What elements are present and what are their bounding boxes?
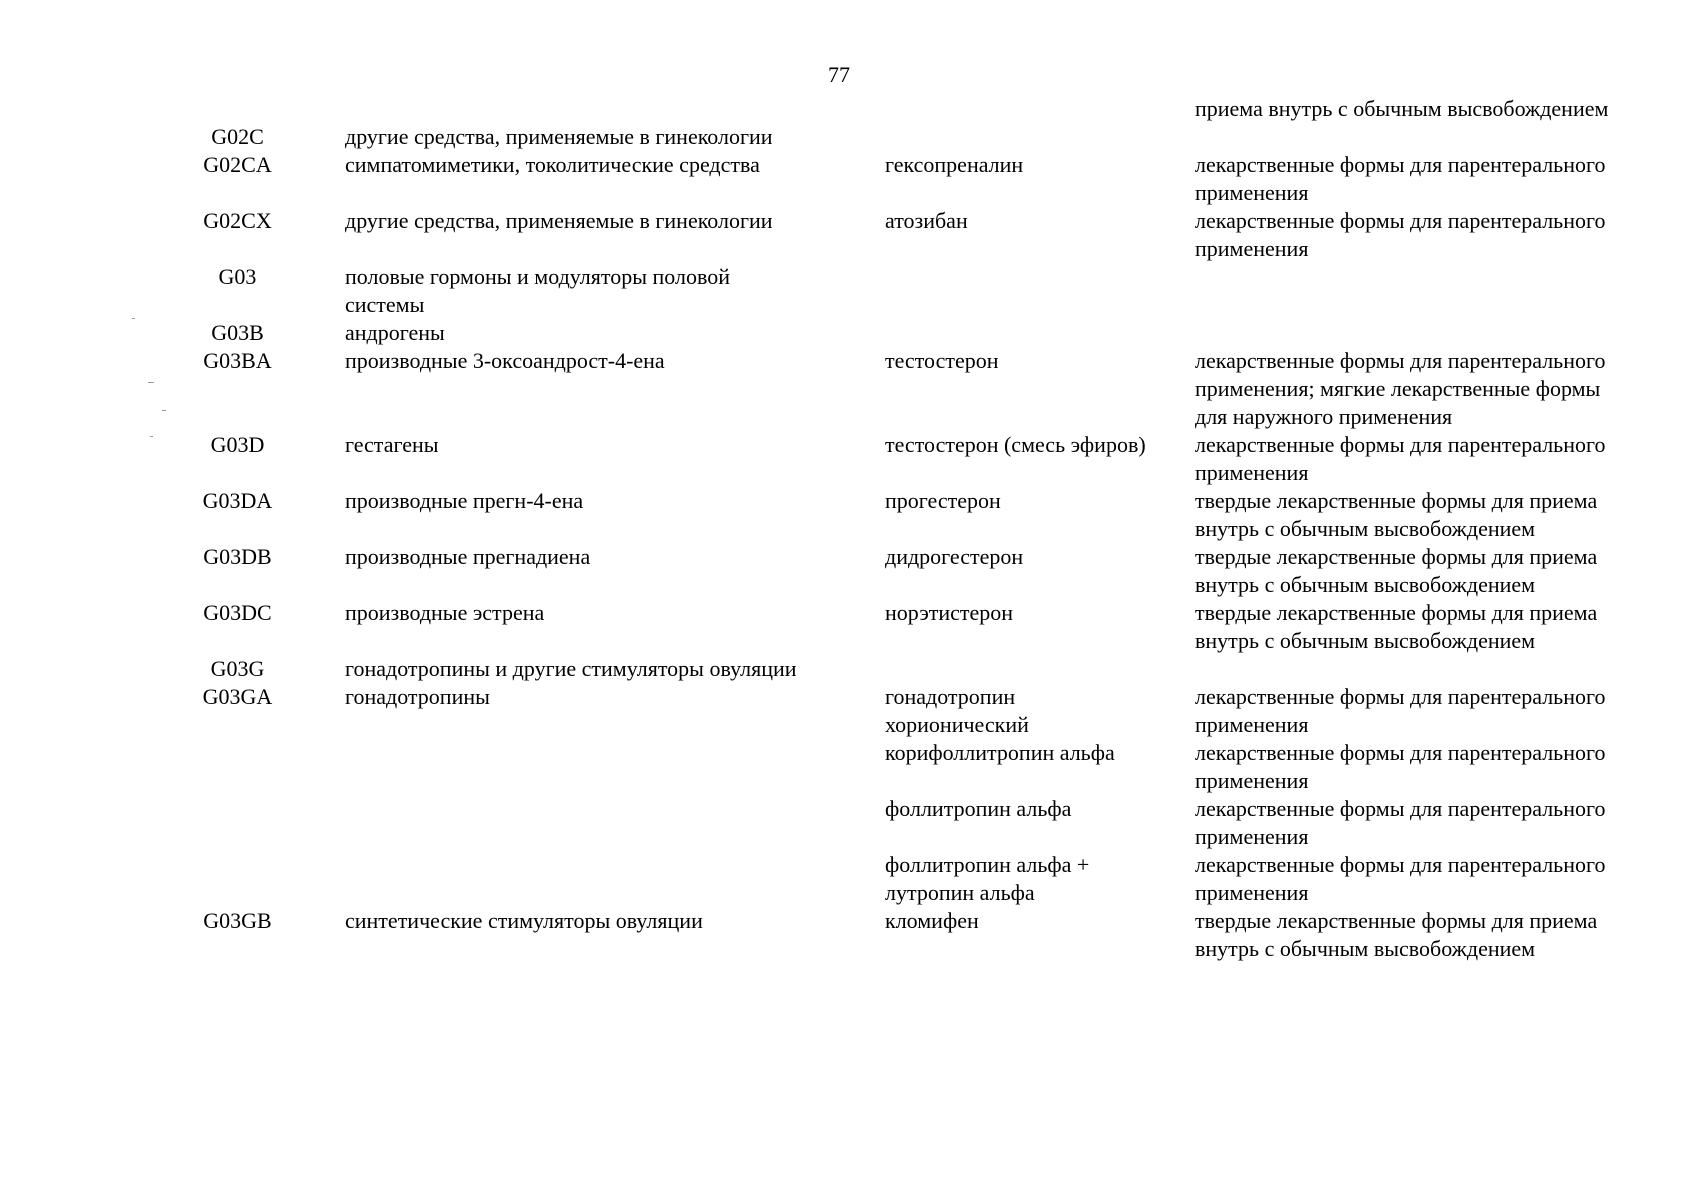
group-name: гонадотропины и другие стимуляторы овуляции <box>345 656 797 681</box>
atc-code: G03DB <box>203 544 272 569</box>
table-row <box>140 683 1610 739</box>
group-name: гонадотропины <box>345 684 490 709</box>
atc-code: G03B <box>211 320 264 345</box>
drug-name: норэтистерон <box>885 600 1014 625</box>
atc-code: G03BA <box>203 348 272 373</box>
group-name: другие средства, применяемые в гинекологии <box>345 208 773 233</box>
dosage-form: лекарственные формы для парентерального применения <box>1195 432 1606 485</box>
table-row <box>140 655 1610 683</box>
dosage-form: лекарственные формы для парентерального применения <box>1195 208 1606 261</box>
atc-code: G03GA <box>202 684 273 709</box>
drug-name: атозибан <box>885 208 968 233</box>
atc-code: G03DC <box>203 600 272 625</box>
group-name: симпатомиметики, токолитические средства <box>345 152 760 177</box>
table-row <box>140 543 1610 599</box>
table-row <box>140 795 1610 851</box>
group-name: гестагены <box>345 432 439 457</box>
group-name: производные прегнадиена <box>345 544 591 569</box>
drug-name: фоллитропин альфа <box>885 796 1072 821</box>
dosage-form: твердые лекарственные формы для приема внутрь с обычным высвобождением <box>1195 908 1598 961</box>
drug-name: корифоллитропин альфа <box>885 740 1115 765</box>
atc-code: G03GB <box>203 908 272 933</box>
atc-code: G02CA <box>203 152 272 177</box>
table-row <box>140 347 1610 431</box>
dosage-form: лекарственные формы для парентерального применения <box>1195 684 1606 737</box>
group-name: производные 3-оксоандрост-4-ена <box>345 348 665 373</box>
scan-speck <box>132 318 135 319</box>
table-row <box>140 207 1610 263</box>
drug-name: кломифен <box>885 908 979 933</box>
group-name: половые гормоны и модуляторы половой системы <box>345 264 730 317</box>
drug-name: тестостерон <box>885 348 999 373</box>
dosage-form: приема внутрь с обычным высвобождением <box>1195 96 1609 121</box>
atc-code: G03DA <box>202 488 273 513</box>
drug-name: гексопреналин <box>885 152 1024 177</box>
atc-code: G03G <box>210 656 265 681</box>
drug-name: прогестерон <box>885 488 1001 513</box>
group-name: производные прегн-4-ена <box>345 488 584 513</box>
dosage-form: лекарственные формы для парентерального применения; мягкие лекарственные формы для наружного применения <box>1195 348 1606 429</box>
atc-code: G02CX <box>203 208 272 233</box>
dosage-form: лекарственные формы для парентерального применения <box>1195 152 1606 205</box>
table-row <box>140 263 1610 319</box>
dosage-form: лекарственные формы для парентерального применения <box>1195 852 1606 905</box>
group-name: производные эстрена <box>345 600 545 625</box>
table-row <box>140 319 1610 347</box>
group-name: андрогены <box>345 320 445 345</box>
drug-name: гонадотропин хорионический <box>885 684 1029 737</box>
dosage-form: лекарственные формы для парентерального применения <box>1195 740 1606 793</box>
atc-table <box>140 95 1610 963</box>
atc-code: G03 <box>218 264 257 289</box>
table-row <box>140 151 1610 207</box>
dosage-form: твердые лекарственные формы для приема внутрь с обычным высвобождением <box>1195 600 1598 653</box>
group-name: другие средства, применяемые в гинекологии <box>345 124 773 149</box>
table-row <box>140 851 1610 907</box>
drug-name: дидрогестерон <box>885 544 1024 569</box>
table-row <box>140 123 1610 151</box>
table-row <box>140 487 1610 543</box>
dosage-form: твердые лекарственные формы для приема внутрь с обычным высвобождением <box>1195 544 1598 597</box>
table-row <box>140 739 1610 795</box>
table-row <box>140 907 1610 963</box>
table-row <box>140 431 1610 487</box>
group-name: синтетические стимуляторы овуляции <box>345 908 703 933</box>
drug-name: тестостерон (смесь эфиров) <box>885 432 1146 457</box>
table-row <box>140 599 1610 655</box>
page-number: 77 <box>828 62 850 87</box>
drug-name: фоллитропин альфа + лутропин альфа <box>885 852 1090 905</box>
atc-code: G03D <box>210 432 265 457</box>
dosage-form: твердые лекарственные формы для приема внутрь с обычным высвобождением <box>1195 488 1598 541</box>
table-row <box>140 95 1610 123</box>
dosage-form: лекарственные формы для парентерального применения <box>1195 796 1606 849</box>
atc-code: G02C <box>211 124 264 149</box>
